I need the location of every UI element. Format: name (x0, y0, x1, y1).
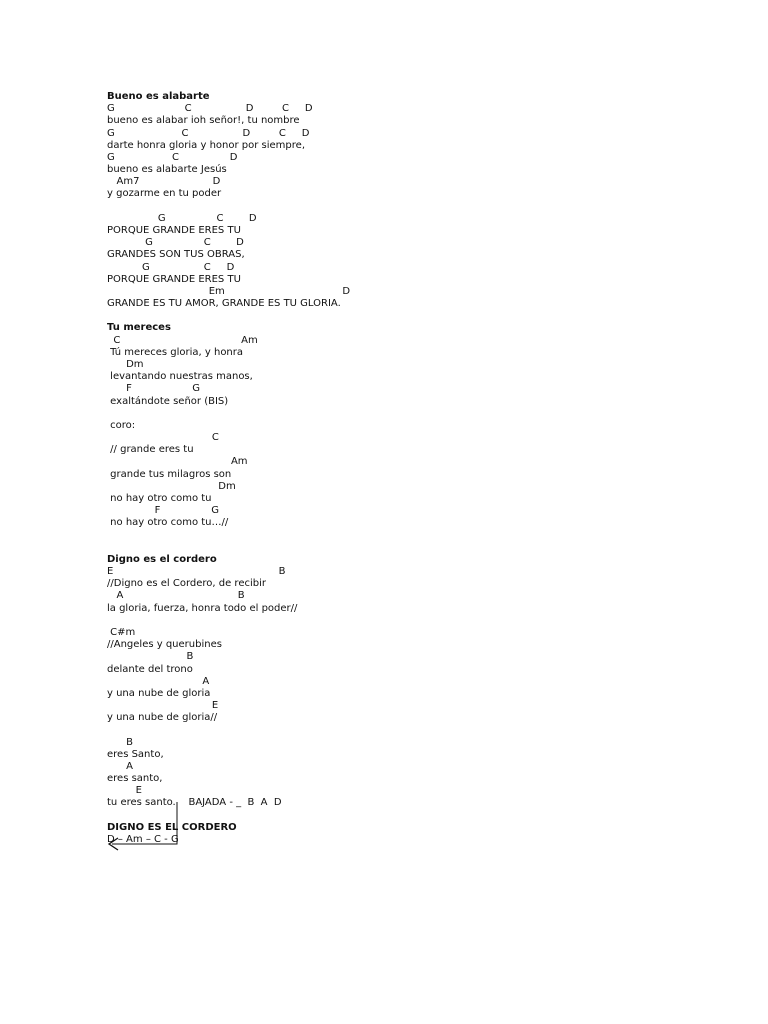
lyric-line: Am7 D (107, 176, 221, 188)
lyric-line: eres Santo, (107, 748, 164, 760)
lyric-line: PORQUE GRANDE ERES TU (107, 273, 241, 285)
lyric-line: delante del trono (107, 663, 193, 675)
lyric-line: G C D (107, 237, 244, 249)
lyric-line: Em D (107, 285, 351, 297)
lyric-line: //Angeles y querubines (107, 639, 222, 651)
lyric-line: A B (107, 590, 245, 602)
song-title: Tu mereces (107, 322, 171, 334)
lyric-line: E (107, 785, 142, 797)
lyric-line: coro: (107, 419, 136, 431)
return-arrow-icon (104, 802, 184, 852)
lyric-line: levantando nuestras manos, (107, 371, 253, 383)
song-title: DIGNO ES EL CORDERO (107, 821, 237, 833)
lyric-line: y gozarme en tu poder (107, 188, 222, 200)
lyric-line: G C D C D (107, 127, 310, 139)
lyric-line: eres santo, (107, 773, 163, 785)
lyric-line: G C D (107, 261, 235, 273)
lyric-line: Tú mereces gloria, y honra (107, 346, 244, 358)
lyric-line: no hay otro como tu…// (107, 517, 229, 529)
lyric-line: bueno es alabar ioh señor!, tu nombre (107, 115, 300, 127)
lyric-line: bueno es alabarte Jesús (107, 164, 227, 176)
lyric-line: tu eres santo. BAJADA - _ B A D (107, 797, 282, 809)
lyric-line: C#m (107, 626, 136, 638)
lyric-line: Dm (107, 480, 236, 492)
lyric-line: B (107, 736, 133, 748)
lyric-line: grande tus milagros son (107, 468, 232, 480)
lyric-line: G C D C D (107, 103, 313, 115)
lyric-line: F G (107, 505, 220, 517)
song-title: Digno es el cordero (107, 553, 217, 565)
lyric-line: F G (107, 383, 200, 395)
lyric-line: la gloria, fuerza, honra todo el poder// (107, 602, 298, 614)
lyric-line: A (107, 675, 210, 687)
lyric-line: GRANDE ES TU AMOR, GRANDE ES TU GLORIA. (107, 298, 341, 310)
lyric-line: E (107, 700, 219, 711)
lyric-line: B (107, 651, 194, 663)
lyric-line: GRANDES SON TUS OBRAS, (107, 249, 245, 261)
lyric-line: D – Am – C - G (107, 834, 179, 845)
lyric-line: darte honra gloria y honor por siempre, (107, 139, 305, 151)
lyric-line: G C D (107, 151, 238, 163)
lyric-line: C (107, 432, 219, 443)
lyric-line: // grande eres tu (107, 444, 194, 456)
lyric-line: y una nube de gloria// (107, 712, 218, 724)
lyric-line: A (107, 760, 133, 772)
lyric-line: Dm (107, 359, 144, 370)
lyric-line: //Digno es el Cordero, de recibir (107, 578, 266, 590)
lyric-line: y una nube de gloria (107, 687, 211, 699)
lyric-line: PORQUE GRANDE ERES TU (107, 225, 241, 236)
song-title: Bueno es alabarte (107, 91, 210, 102)
lyric-line: exaltándote señor (BIS) (107, 395, 229, 407)
lyric-line: E B (107, 566, 286, 577)
lyric-line: G C D (107, 212, 257, 224)
lyric-line: Am (107, 456, 248, 468)
lyric-line: no hay otro como tu (107, 492, 212, 504)
lyric-line: C Am (107, 334, 258, 346)
